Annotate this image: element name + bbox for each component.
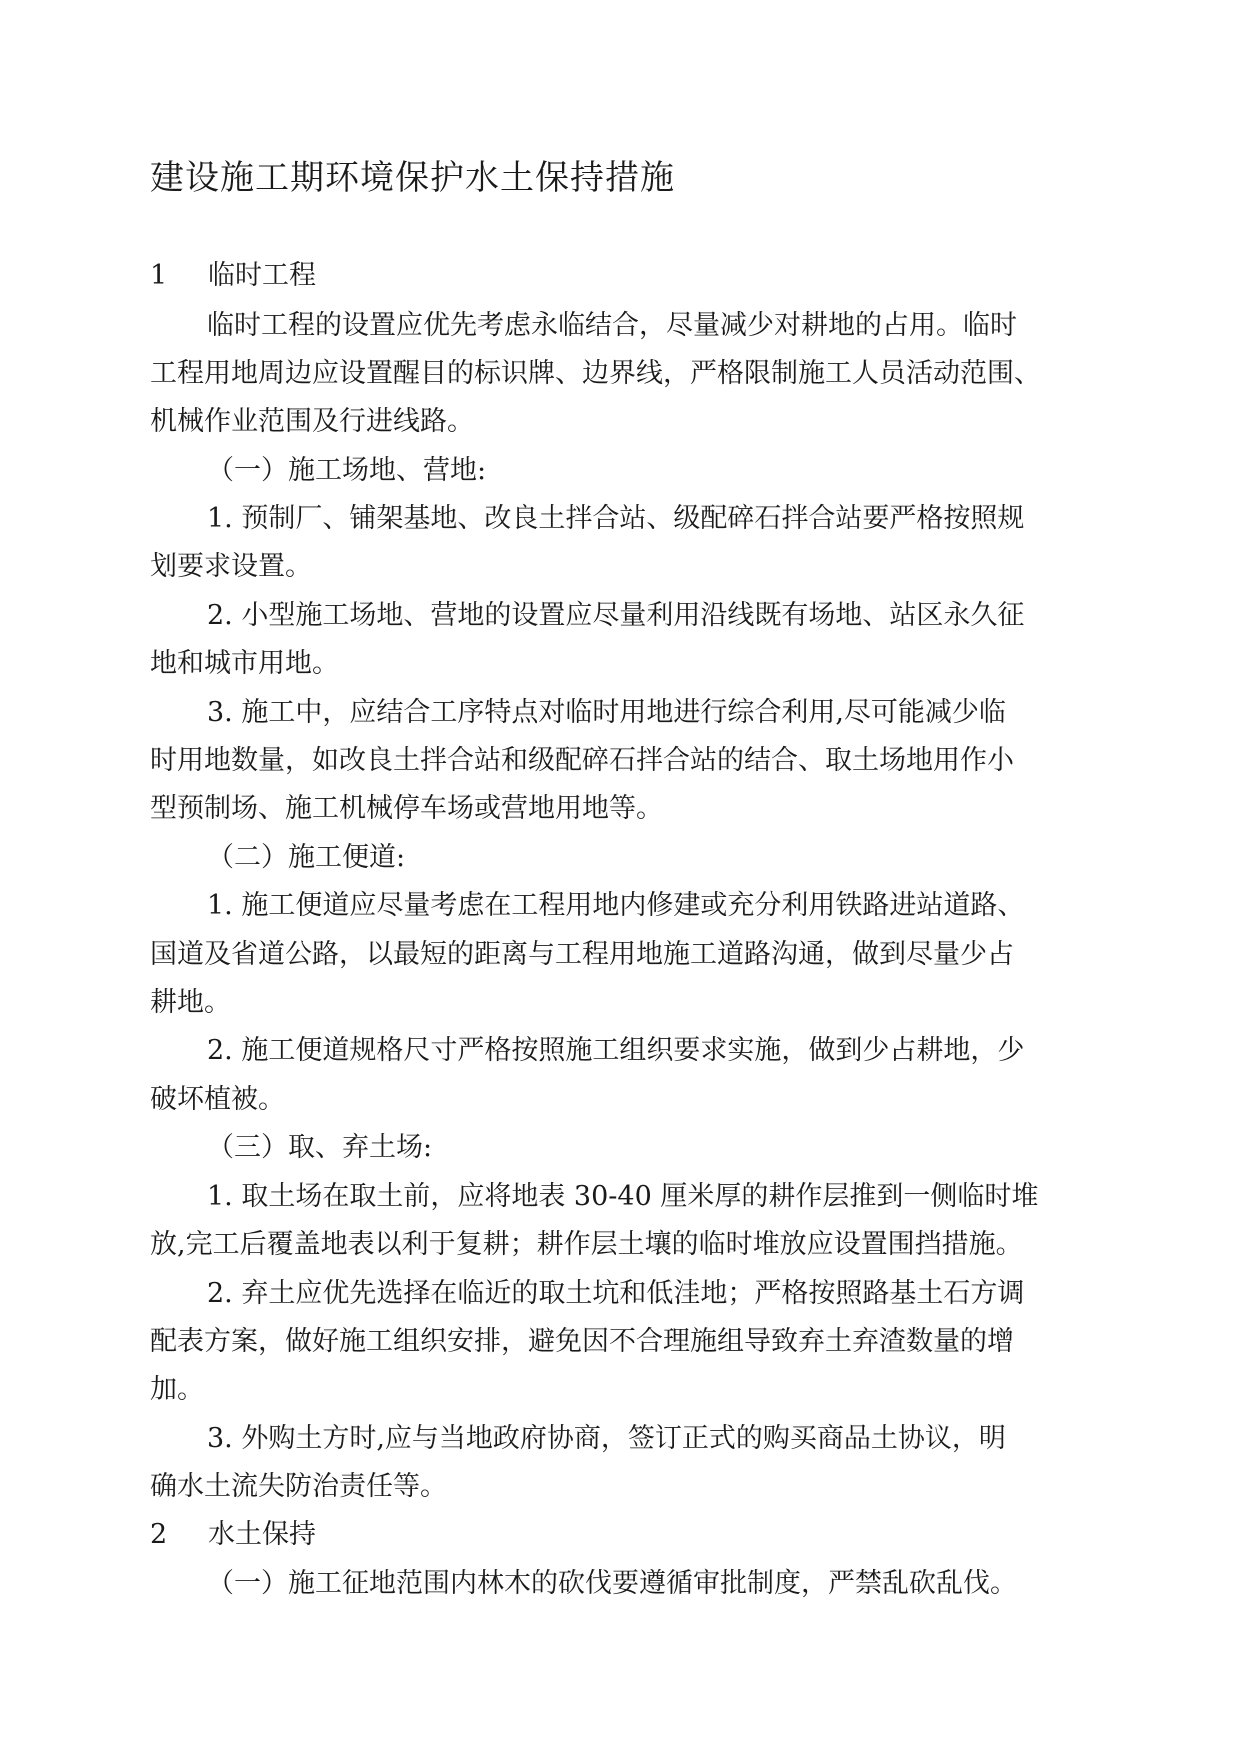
sub2-item2-line2: 破坏植被。 — [150, 1084, 285, 1115]
sub2-item1-line2: 国道及省道公路，以最短的距离与工程用地施工道路沟通，做到尽量少占 — [150, 939, 1014, 970]
section-1-title: 临时工程 — [208, 260, 316, 291]
section-2-heading — [150, 1521, 316, 1548]
document-title: 建设施工期环境保护水土保持措施 — [150, 158, 675, 198]
section-2-sub1: （一）施工征地范围内林木的砍伐要遵循审批制度，严禁乱砍乱伐。 — [207, 1568, 1017, 1599]
subsection-3-heading: （三）取、弃土场: — [207, 1132, 433, 1163]
subsection-2-heading: （二）施工便道: — [207, 842, 406, 873]
sub3-item3-line2: 确水土流失防治责任等。 — [150, 1471, 447, 1502]
sub3-item1-line1: 1. 取土场在取土前，应将地表 30-40 厘米厚的耕作层推到一侧临时堆 — [207, 1181, 1039, 1212]
subsection-1-heading: （一）施工场地、营地: — [207, 455, 487, 486]
sub3-item2-line2: 配表方案，做好施工组织安排，避免因不合理施组导致弃土弃渣数量的增 — [150, 1326, 1014, 1357]
sub1-item3-line2: 时用地数量，如改良土拌合站和级配碎石拌合站的结合、取土场地用作小 — [150, 745, 1014, 776]
sub3-item1-line2: 放,完工后覆盖地表以利于复耕；耕作层土壤的临时堆放应设置围挡措施。 — [150, 1229, 1023, 1260]
sub3-item2-line3: 加。 — [150, 1374, 204, 1405]
sub1-item3-line1: 3. 施工中，应结合工序特点对临时用地进行综合利用,尽可能减少临 — [207, 697, 1006, 728]
sub2-item1-line1: 1. 施工便道应尽量考虑在工程用地内修建或充分利用铁路进站道路、 — [207, 890, 1025, 921]
sub1-item2-line1: 2. 小型施工场地、营地的设置应尽量利用沿线既有场地、站区永久征 — [207, 600, 1025, 631]
sub3-item3-line1: 3. 外购土方时,应与当地政府协商，签订正式的购买商品土协议，明 — [207, 1423, 1006, 1454]
sub2-item2-line1: 2. 施工便道规格尺寸严格按照施工组织要求实施，做到少占耕地，少 — [207, 1035, 1025, 1066]
sub1-item2-line2: 地和城市用地。 — [150, 648, 339, 679]
intro-line-3: 机械作业范围及行进线路。 — [150, 406, 474, 437]
sub2-item1-line3: 耕地。 — [150, 987, 231, 1018]
intro-line-2: 工程用地周边应设置醒目的标识牌、边界线，严格限制施工人员活动范围、 — [150, 358, 1041, 389]
sub1-item1-line2: 划要求设置。 — [150, 551, 312, 582]
sub1-item3-line3: 型预制场、施工机械停车场或营地用地等。 — [150, 793, 663, 824]
section-2-title: 水土保持 — [208, 1519, 316, 1550]
section-1-number: 1 — [150, 260, 168, 291]
sub1-item1-line1: 1. 预制厂、铺架基地、改良土拌合站、级配碎石拌合站要严格按照规 — [207, 503, 1025, 534]
section-1-heading — [150, 262, 316, 289]
intro-line-1: 临时工程的设置应优先考虑永临结合，尽量减少对耕地的占用。临时 — [207, 310, 1017, 341]
section-2-number: 2 — [150, 1519, 168, 1550]
sub3-item2-line1: 2. 弃土应优先选择在临近的取土坑和低洼地；严格按照路基土石方调 — [207, 1278, 1025, 1309]
